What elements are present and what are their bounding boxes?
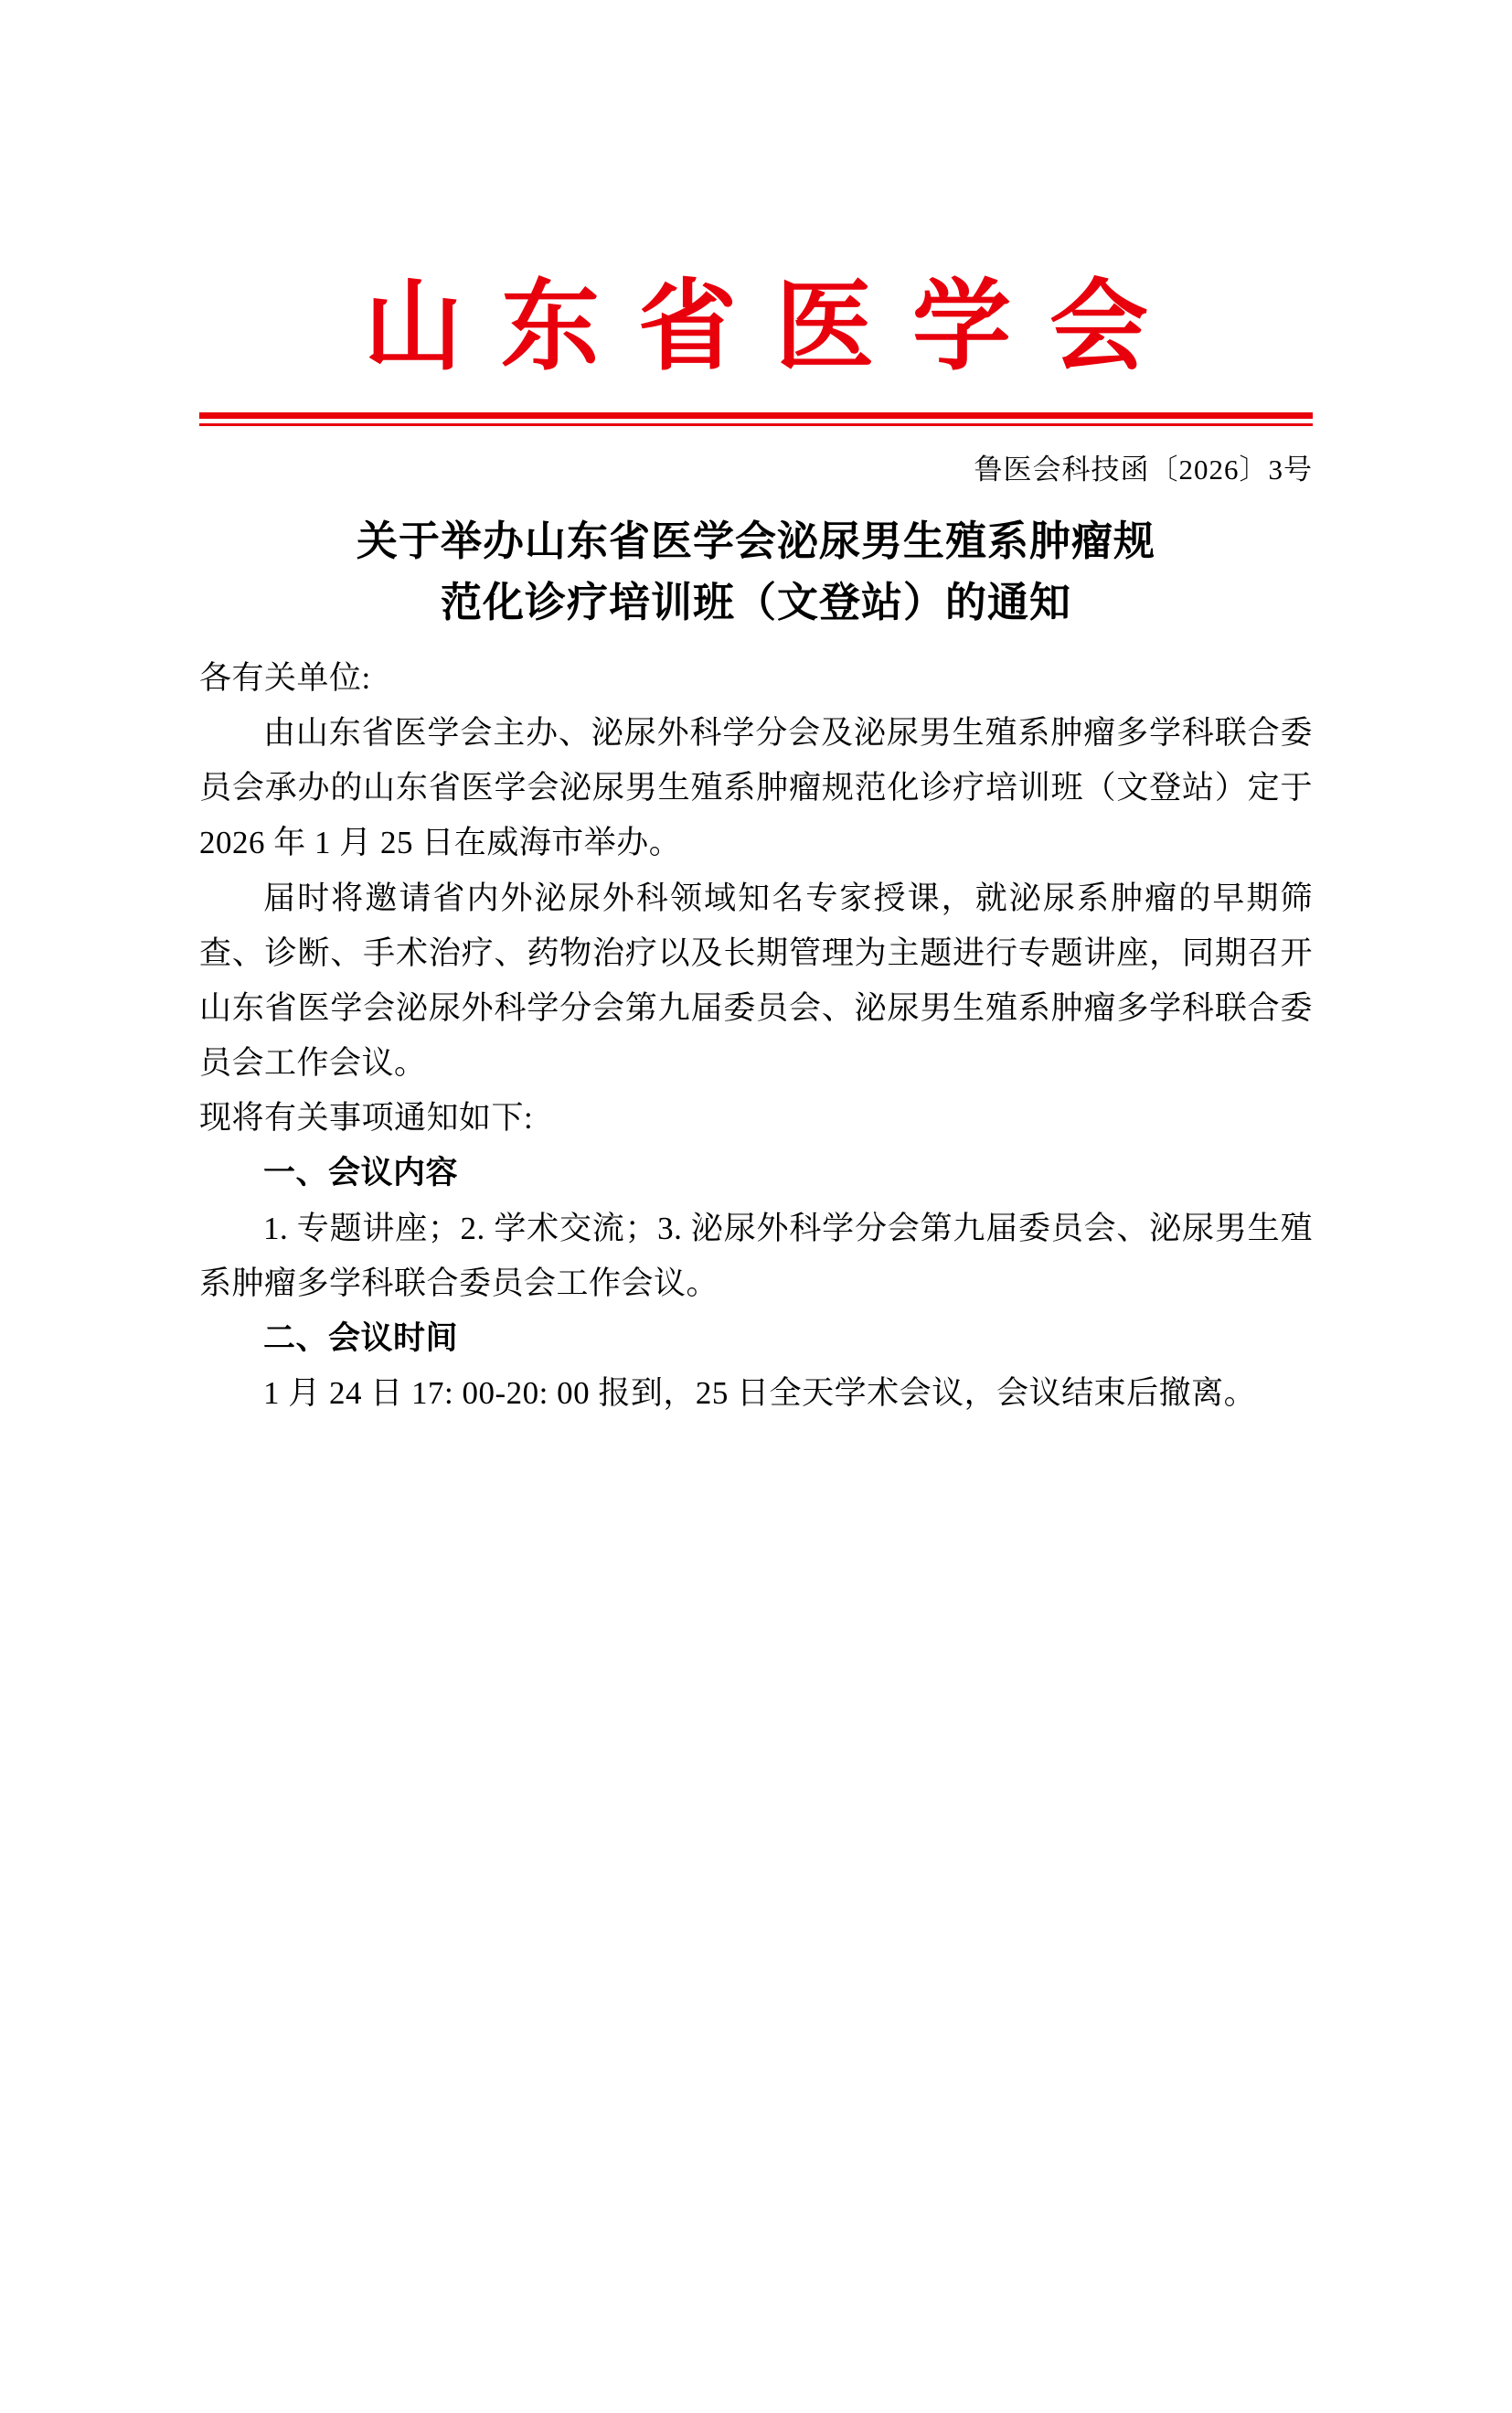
section-heading-meeting-content: 一、会议内容 (263, 1155, 459, 1191)
document-body (199, 651, 1313, 1422)
section-body-meeting-content: 1. 专题讲座；2. 学术交流；3. 泌尿外科学分会第九届委员会、泌尿男生殖系肿瘤多学科联合委员会工作会议。 (199, 1210, 1313, 1301)
document-number: 鲁医会科技函〔2026〕3号 (974, 453, 1313, 486)
document-title-line-2: 范化诊疗培训班（文登站）的通知 (440, 580, 1071, 626)
masthead (199, 274, 1313, 426)
document-title (199, 511, 1313, 635)
masthead-divider (199, 412, 1313, 426)
salutation: 各有关单位: (199, 659, 371, 696)
organization-title: 山东省医学会 (363, 273, 1187, 382)
document-title-line-1: 关于举办山东省医学会泌尿男生殖系肿瘤规 (356, 518, 1155, 564)
paragraph-overview: 由山东省医学会主办、泌尿外科学分会及泌尿男生殖系肿瘤多学科联合委员会承办的山东省医学会泌尿男生殖系肿瘤规范化诊疗培训班（文登站）定于 2026 年 1 月 25 日在威海市举办。 (199, 714, 1313, 861)
divider-thin-line (199, 423, 1313, 426)
section-heading-meeting-time: 二、会议时间 (263, 1320, 459, 1357)
paragraph-program: 届时将邀请省内外泌尿外科领域知名专家授课，就泌尿系肿瘤的早期筛查、诊断、手术治疗、药物治疗以及长期管理为主题进行专题讲座，同期召开山东省医学会泌尿外科学分会第九届委员会、泌尿男生殖系肿瘤多学科联合委员会工作会议。 (199, 880, 1313, 1082)
paragraph-notice-intro: 现将有关事项通知如下: (199, 1100, 534, 1137)
section-body-meeting-time: 1 月 24 日 17: 00-20: 00 报到，25 日全天学术会议，会议结束后撤离。 (263, 1375, 1257, 1412)
divider-thick-line (199, 412, 1313, 419)
document-page (0, 274, 1512, 2413)
